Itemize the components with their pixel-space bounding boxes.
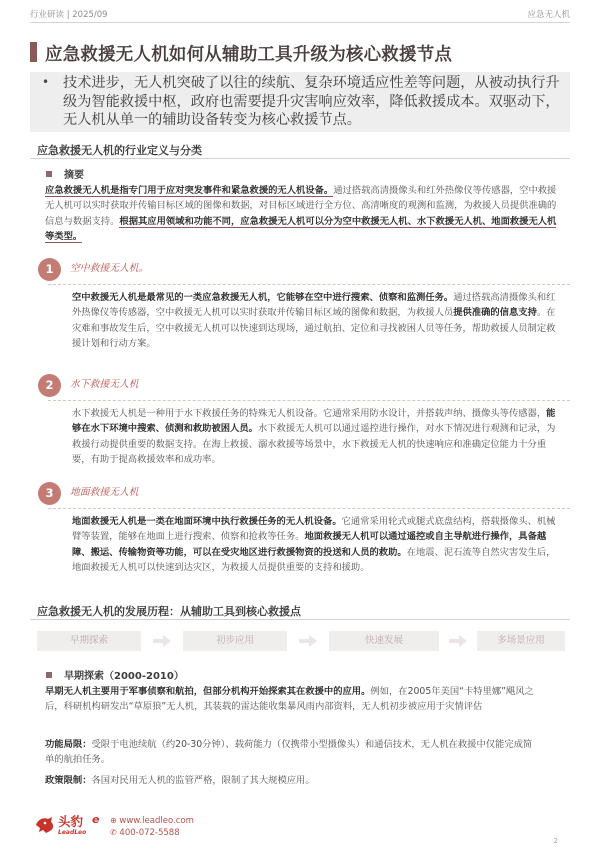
abstract-paragraph xyxy=(45,183,561,244)
category-label-2: 水下救援无人机 xyxy=(70,379,139,390)
e-mark-icon: e xyxy=(92,813,100,826)
stage-4: 多场景应用 xyxy=(477,631,565,651)
stage-3: 快速发展 xyxy=(329,631,439,651)
page-title: 应急救援无人机如何从辅助工具升级为核心救援节点 xyxy=(45,45,453,65)
category-body-2 xyxy=(72,406,562,467)
abstract-heading xyxy=(46,166,84,181)
dashed-divider-2 xyxy=(48,400,570,401)
globe-icon: ⊕ xyxy=(110,816,117,825)
section1-divider xyxy=(30,158,570,159)
page-header xyxy=(0,0,600,24)
policy-limit-paragraph xyxy=(45,773,537,788)
body3-text-2: 在地震、泥石流等自然灾害发生后，地面救援无人机可以快速到达灾区，为救援人员提供重要的支持和援助。 xyxy=(72,546,556,573)
leadleo-logo xyxy=(34,811,108,839)
early-stage-paragraph xyxy=(45,684,537,715)
footer-website[interactable] xyxy=(110,815,194,827)
logo-cn-text: 头豹 xyxy=(58,814,84,829)
body3-bold-1: 地面救援无人机是一类在地面环境中执行救援任务的无人机设备。 xyxy=(72,516,342,527)
policy-limit-text: 各国对民用无人机的监管严格，限制了其大规模应用。 xyxy=(91,775,315,786)
abstract-bold-3: 根据其应用领域和功能不同，应急救援无人机可以分为空中救援无人机、水下救援无人机、地面救援无人机等类型。 xyxy=(45,215,557,242)
body2-bold-1: 能够在水下环境中搜索、侦测和救助被困人员。 xyxy=(72,408,556,435)
section2-divider xyxy=(30,619,570,620)
category-label-1: 空中救援无人机。 xyxy=(70,263,149,274)
early-stage-label: 早期探索（2000-2010） xyxy=(64,671,184,682)
function-limit-text: 受限于电池续航（约20-30分钟）、载荷能力（仅携带小型摄像头）和通信技术，无人机在救援中仅能完成简单的航拍任务。 xyxy=(45,739,533,766)
summary-bullet: • xyxy=(42,75,50,89)
body3-text-1: 它通常采用轮式或腿式底盘结构，搭载摄像头、机械臂等装置，能够在地面上进行搜索、侦察和抢救等任务。 xyxy=(72,516,556,543)
timeline-stages xyxy=(37,631,565,651)
abstract-label: 摘要 xyxy=(64,170,84,181)
number-badge-3: 3 xyxy=(38,482,61,505)
abstract-bold-1: 应急救援无人机是指专门用于应对突发事件和紧急救援的无人机设备。 xyxy=(45,185,334,196)
header-left-text: 行业研读 | 2025/09 xyxy=(30,10,108,20)
body2-text-2: 水下救援无人机可以通过遥控进行操作，对水下情况进行观测和记录，为救援行动提供重要的数据支持。在海上救援、溺水救援等场景中，水下救援无人机的快速响应和准确定位能力十分重要，有助于提高救援效率和成功率。 xyxy=(72,423,556,465)
page-number: 2 xyxy=(553,837,558,845)
early-stage-heading xyxy=(46,667,184,682)
body1-text-2: 。在灾难和事故发生后，空中救援无人机可以快速到达现场，通过航拍、定位和寻找被困人员等任务，帮助救援人员制定救援计划和行动方案。 xyxy=(72,307,556,349)
function-limit-paragraph xyxy=(45,737,537,768)
abstract-text-2: 通过搭载高清摄像头和红外热像仪等传感器，空中救援无人机可以实时获取并传输目标区域的图像和数据，对目标区域进行全方位、高清晰度的观测和监测，为救援人员提供准确的信息与数据支持。 xyxy=(45,185,557,227)
section1-title: 应急救援无人机的行业定义与分类 xyxy=(37,144,202,157)
category-item-1 xyxy=(38,258,570,282)
footer-phone xyxy=(110,827,194,839)
phone-icon: ✆ xyxy=(110,828,117,837)
category-label-3: 地面救援无人机 xyxy=(70,487,139,498)
number-badge-2: 2 xyxy=(38,374,61,397)
square-bullet-icon xyxy=(46,672,52,678)
footer-contact xyxy=(110,815,194,839)
category-body-1 xyxy=(72,290,562,351)
early-text-1: 例如，在2005年美国“卡特里娜”飓风之后，科研机构研发出“草原狼”无人机，其装载的雷达能收集暴风雨内部资料，无人机初步被应用于灾情评估 xyxy=(45,686,534,713)
policy-limit-label: 政策限制： xyxy=(45,775,92,786)
category-item-2 xyxy=(38,374,570,398)
phone-number: 400-072-5588 xyxy=(119,828,180,838)
title-accent-bar xyxy=(30,42,37,62)
dashed-divider-1 xyxy=(48,284,570,285)
body3-bold-2: 地面救援无人机可以通过遥控或自主导航进行操作，具备越障、搬运、传输物资等功能，可以在受灾地区进行救援物资的投送和人员的救助。 xyxy=(72,531,547,558)
summary-box xyxy=(30,72,570,132)
body2-text-1: 水下救援无人机是一种用于水下救援任务的特殊无人机设备。它通常采用防水设计，并搭载声纳、摄像头等传感器， xyxy=(72,408,547,419)
website-link[interactable]: www.leadleo.com xyxy=(119,816,194,826)
header-right-text: 应急无人机 xyxy=(527,10,570,20)
page-title-block xyxy=(30,41,570,65)
body1-text-1: 通过搭载高清摄像头和红外热像仪等传感器，空中救援无人机可以实时获取并传输目标区域的图像和数据，为救援人员 xyxy=(72,292,556,319)
dashed-divider-3 xyxy=(48,508,570,509)
number-badge-1: 1 xyxy=(38,258,61,281)
stage-1: 早期探索 xyxy=(37,631,141,651)
stage-2: 初步应用 xyxy=(183,631,287,651)
summary-text: 技术进步，无人机突破了以往的续航、复杂环境适应性差等问题，从被动执行升级为智能救援中枢，政府也需要提升灾害响应效率，降低救援成本。双驱动下，无人机从单一的辅助设备转变为核心救援节点。 xyxy=(63,75,560,128)
function-limit-label: 功能局限： xyxy=(45,739,92,750)
logo-en-text: LeadLeo xyxy=(58,829,87,836)
section2-title: 应急救援无人机的发展历程：从辅助工具到核心救援点 xyxy=(37,605,301,618)
early-bold-1: 早期无人机主要用于军事侦察和航拍，但部分机构开始探索其在救援中的应用。 xyxy=(45,686,371,697)
category-item-3 xyxy=(38,482,570,506)
body1-bold-1: 空中救援无人机是最常见的一类应急救援无人机，它能够在空中进行搜索、侦察和监测任务。 xyxy=(72,292,454,303)
body1-bold-2: 提供准确的信息支持 xyxy=(453,307,537,319)
category-body-3 xyxy=(72,514,562,575)
square-bullet-icon xyxy=(46,171,52,177)
header-divider xyxy=(30,22,570,23)
